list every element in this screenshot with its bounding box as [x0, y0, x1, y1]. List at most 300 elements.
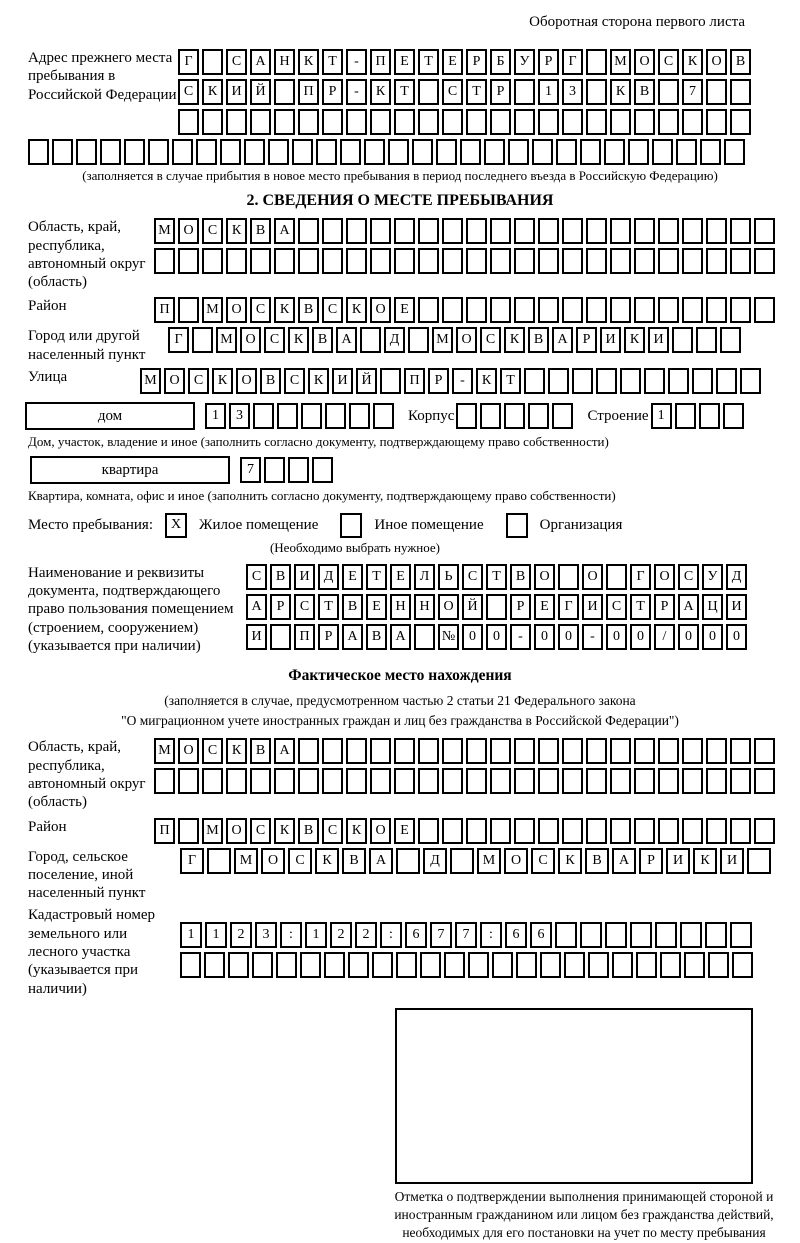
char-cell: Т [322, 49, 343, 75]
char-cell: Н [414, 594, 435, 620]
char-cell [604, 139, 625, 165]
char-cell: К [315, 848, 339, 874]
street-row [140, 368, 761, 394]
char-cell [346, 738, 367, 764]
char-cell [325, 403, 346, 429]
char-cell [322, 109, 343, 135]
char-cell: К [370, 79, 391, 105]
char-cell [562, 297, 583, 323]
char-cell [370, 248, 391, 274]
stroenie-cells [651, 403, 744, 429]
char-cell: М [154, 738, 175, 764]
char-cell [312, 457, 333, 483]
char-cell: 1 [180, 922, 202, 948]
char-cell [466, 248, 487, 274]
char-cell: С [188, 368, 209, 394]
char-cell [490, 297, 511, 323]
char-cell: С [480, 327, 501, 353]
char-cell [340, 139, 361, 165]
char-cell: 1 [205, 403, 226, 429]
char-cell [490, 248, 511, 274]
korpus-cells [456, 403, 573, 429]
char-cell: О [370, 297, 391, 323]
char-cell: С [264, 327, 285, 353]
char-cell: 1 [651, 403, 672, 429]
char-cell [394, 738, 415, 764]
char-cell [346, 768, 367, 794]
char-cell [274, 79, 295, 105]
char-cell: О [534, 564, 555, 590]
char-cell: У [702, 564, 723, 590]
char-cell [682, 248, 703, 274]
char-cell: 6 [505, 922, 527, 948]
char-cell [708, 952, 729, 978]
checkbox-other-premises [340, 513, 362, 538]
char-cell [418, 818, 439, 844]
char-cell [178, 109, 199, 135]
char-cell [636, 952, 657, 978]
char-cell [652, 139, 673, 165]
char-cell: 0 [726, 624, 747, 650]
char-cell [658, 248, 679, 274]
char-cell [264, 457, 285, 483]
char-cell [538, 109, 559, 135]
char-cell [682, 218, 703, 244]
char-cell: Т [418, 49, 439, 75]
house-note: Дом, участок, владение и иное (заполнить согласно документу, подтверждающему право собственности) [28, 434, 609, 450]
char-cell: Е [442, 49, 463, 75]
char-cell: Т [630, 594, 651, 620]
actual-district-field [28, 818, 800, 844]
char-cell: 0 [558, 624, 579, 650]
char-cell [580, 922, 602, 948]
char-cell [228, 952, 249, 978]
char-cell: К [504, 327, 525, 353]
char-cell [562, 738, 583, 764]
region-row-1 [154, 218, 775, 244]
char-cell: Д [423, 848, 447, 874]
stay-type-label: Место пребывания: [28, 516, 153, 533]
char-cell [418, 218, 439, 244]
char-cell [490, 738, 511, 764]
char-cell: С [226, 49, 247, 75]
char-cell [754, 768, 775, 794]
char-cell [696, 327, 717, 353]
char-cell [298, 109, 319, 135]
char-cell [373, 403, 394, 429]
char-cell: Ь [438, 564, 459, 590]
char-cell [524, 368, 545, 394]
char-cell [538, 768, 559, 794]
char-cell [754, 297, 775, 323]
char-cell [394, 218, 415, 244]
char-cell: К [610, 79, 631, 105]
char-cell [580, 139, 601, 165]
char-cell: 1 [205, 922, 227, 948]
char-cell [514, 818, 535, 844]
option-other-premises-label: Иное помещение [374, 516, 484, 533]
char-cell [514, 218, 535, 244]
char-cell [692, 368, 713, 394]
char-cell: К [308, 368, 329, 394]
char-cell: Д [726, 564, 747, 590]
char-cell: : [480, 922, 502, 948]
char-cell: С [322, 297, 343, 323]
char-cell [586, 768, 607, 794]
char-cell: О [226, 297, 247, 323]
confirmation-stamp-box [395, 1008, 753, 1184]
char-cell [396, 952, 417, 978]
char-cell [408, 327, 429, 353]
char-cell: В [366, 624, 387, 650]
char-cell: В [260, 368, 281, 394]
char-cell [562, 109, 583, 135]
char-cell [412, 139, 433, 165]
char-cell: К [226, 738, 247, 764]
char-cell [680, 922, 702, 948]
char-cell: И [600, 327, 621, 353]
char-cell [586, 248, 607, 274]
char-cell [586, 818, 607, 844]
char-cell [442, 818, 463, 844]
char-cell [634, 818, 655, 844]
char-cell [466, 297, 487, 323]
cadastral-row-1 [180, 922, 753, 948]
char-cell: 0 [702, 624, 723, 650]
char-cell: В [342, 594, 363, 620]
char-cell [394, 248, 415, 274]
char-cell [226, 768, 247, 794]
checkbox-residential: X [165, 513, 187, 538]
char-cell: К [693, 848, 717, 874]
char-cell [418, 297, 439, 323]
char-cell: В [270, 564, 291, 590]
char-cell [442, 109, 463, 135]
char-cell: 3 [229, 403, 250, 429]
char-cell [720, 327, 741, 353]
char-cell [516, 952, 537, 978]
char-cell [705, 922, 727, 948]
char-cell: Н [390, 594, 411, 620]
char-cell: И [720, 848, 744, 874]
char-cell [360, 327, 381, 353]
char-cell [202, 109, 223, 135]
char-cell [250, 109, 271, 135]
char-cell [468, 952, 489, 978]
char-cell [730, 738, 751, 764]
char-cell [28, 139, 49, 165]
prev-address-row-3 [178, 109, 751, 135]
char-cell [322, 768, 343, 794]
char-cell [682, 768, 703, 794]
char-cell [730, 218, 751, 244]
char-cell [538, 738, 559, 764]
char-cell: К [346, 297, 367, 323]
char-cell: С [246, 564, 267, 590]
char-cell: В [634, 79, 655, 105]
char-cell: К [624, 327, 645, 353]
char-cell [675, 403, 696, 429]
char-cell [172, 139, 193, 165]
char-cell: Е [534, 594, 555, 620]
char-cell [444, 952, 465, 978]
street-field [28, 368, 800, 394]
char-cell [268, 139, 289, 165]
document-row-2 [246, 594, 747, 620]
prev-address-row-4 [28, 139, 800, 165]
actual-city-row [180, 848, 771, 874]
char-cell [606, 564, 627, 590]
char-cell [322, 738, 343, 764]
char-cell [178, 248, 199, 274]
char-cell: 1 [305, 922, 327, 948]
char-cell [658, 218, 679, 244]
char-cell [514, 297, 535, 323]
char-cell [514, 109, 535, 135]
char-cell: О [240, 327, 261, 353]
char-cell [628, 139, 649, 165]
actual-region-label: Область, край, республика, автономный округ (область) [28, 739, 146, 811]
char-cell [588, 952, 609, 978]
district-field [28, 297, 800, 323]
char-cell: К [682, 49, 703, 75]
char-cell [370, 738, 391, 764]
char-cell [292, 139, 313, 165]
char-cell [484, 139, 505, 165]
char-cell [274, 109, 295, 135]
char-cell: В [342, 848, 366, 874]
char-cell: К [274, 818, 295, 844]
char-cell: 0 [486, 624, 507, 650]
char-cell [76, 139, 97, 165]
char-cell [178, 297, 199, 323]
char-cell: М [610, 49, 631, 75]
char-cell [490, 818, 511, 844]
char-cell [658, 738, 679, 764]
char-cell [724, 139, 745, 165]
char-cell [706, 768, 727, 794]
region-label: Область, край, республика, автономный округ (область) [28, 219, 146, 291]
char-cell [528, 403, 549, 429]
char-cell: М [432, 327, 453, 353]
char-cell [555, 922, 577, 948]
char-cell: Т [466, 79, 487, 105]
region-field [28, 218, 800, 291]
char-cell [620, 368, 641, 394]
char-cell [514, 738, 535, 764]
actual-district-row [154, 818, 775, 844]
char-cell [220, 139, 241, 165]
char-cell [380, 368, 401, 394]
char-cell [298, 218, 319, 244]
char-cell: Г [562, 49, 583, 75]
char-cell [396, 848, 420, 874]
char-cell: И [582, 594, 603, 620]
char-cell: К [346, 818, 367, 844]
char-cell: С [678, 564, 699, 590]
char-cell: В [312, 327, 333, 353]
char-cell [178, 818, 199, 844]
char-cell [730, 79, 751, 105]
char-cell: И [226, 79, 247, 105]
char-cell [612, 952, 633, 978]
char-cell: Е [390, 564, 411, 590]
char-cell: Р [318, 624, 339, 650]
char-cell: О [261, 848, 285, 874]
actual-region-field [28, 738, 800, 811]
prev-address-row-1 [178, 49, 751, 75]
char-cell: Р [538, 49, 559, 75]
prev-address-field [28, 49, 800, 135]
char-cell: К [202, 79, 223, 105]
actual-region-row-1 [154, 738, 775, 764]
char-cell [316, 139, 337, 165]
char-cell [732, 952, 753, 978]
char-cell [740, 368, 761, 394]
char-cell [706, 109, 727, 135]
house-row [25, 402, 800, 430]
char-cell [420, 952, 441, 978]
char-cell [660, 952, 681, 978]
char-cell [586, 49, 607, 75]
char-cell: К [226, 218, 247, 244]
char-cell: Е [394, 818, 415, 844]
char-cell: Н [274, 49, 295, 75]
char-cell: Р [270, 594, 291, 620]
char-cell [634, 248, 655, 274]
char-cell [466, 818, 487, 844]
korpus-label: Корпус [408, 407, 455, 424]
char-cell [610, 738, 631, 764]
char-cell: Г [558, 594, 579, 620]
char-cell: А [390, 624, 411, 650]
char-cell [490, 109, 511, 135]
char-cell [154, 768, 175, 794]
char-cell [655, 922, 677, 948]
char-cell: С [250, 818, 271, 844]
char-cell [204, 952, 225, 978]
option-organization-label: Организация [539, 516, 623, 533]
char-cell [668, 368, 689, 394]
char-cell [124, 139, 145, 165]
char-cell [207, 848, 231, 874]
char-cell [682, 818, 703, 844]
char-cell: Т [394, 79, 415, 105]
char-cell [586, 738, 607, 764]
char-cell: А [678, 594, 699, 620]
char-cell [370, 109, 391, 135]
char-cell: О [178, 738, 199, 764]
char-cell [562, 248, 583, 274]
char-cell [658, 297, 679, 323]
char-cell: П [294, 624, 315, 650]
char-cell: Е [342, 564, 363, 590]
char-cell: 3 [255, 922, 277, 948]
char-cell: И [726, 594, 747, 620]
house-box-label: дом [25, 402, 195, 430]
char-cell: М [477, 848, 501, 874]
actual-region-row-2 [154, 768, 775, 794]
char-cell [558, 564, 579, 590]
char-cell [202, 49, 223, 75]
char-cell [370, 768, 391, 794]
char-cell [442, 738, 463, 764]
char-cell [466, 738, 487, 764]
char-cell [372, 952, 393, 978]
char-cell: 7 [430, 922, 452, 948]
char-cell: С [288, 848, 312, 874]
char-cell: С [462, 564, 483, 590]
apartment-cells [240, 457, 333, 483]
char-cell: 1 [538, 79, 559, 105]
char-cell: 2 [355, 922, 377, 948]
char-cell [270, 624, 291, 650]
stay-type-row [28, 513, 800, 538]
char-cell [301, 403, 322, 429]
char-cell [658, 109, 679, 135]
char-cell [418, 248, 439, 274]
char-cell: Р [510, 594, 531, 620]
char-cell: О [226, 818, 247, 844]
char-cell [252, 952, 273, 978]
char-cell [682, 738, 703, 764]
char-cell [364, 139, 385, 165]
char-cell: М [234, 848, 258, 874]
prev-address-note: (заполняется в случае прибытия в новое место пребывания в период последнего въезда в Российскую Федерацию) [82, 168, 718, 183]
city-field [28, 327, 800, 364]
char-cell [490, 768, 511, 794]
char-cell: О [236, 368, 257, 394]
char-cell [346, 248, 367, 274]
char-cell [562, 768, 583, 794]
char-cell: А [552, 327, 573, 353]
char-cell [706, 297, 727, 323]
char-cell [605, 922, 627, 948]
char-cell [538, 818, 559, 844]
char-cell [572, 368, 593, 394]
char-cell [442, 768, 463, 794]
char-cell [699, 403, 720, 429]
char-cell [418, 79, 439, 105]
house-number-cells [205, 403, 394, 429]
char-cell [180, 952, 201, 978]
char-cell [394, 109, 415, 135]
char-cell [388, 139, 409, 165]
char-cell: А [369, 848, 393, 874]
char-cell [730, 109, 751, 135]
char-cell: Й [462, 594, 483, 620]
char-cell [610, 818, 631, 844]
char-cell [349, 403, 370, 429]
char-cell [754, 738, 775, 764]
char-cell [274, 248, 295, 274]
char-cell: С [294, 594, 315, 620]
char-cell: Р [654, 594, 675, 620]
char-cell [253, 403, 274, 429]
street-label: Улица [28, 369, 68, 386]
char-cell [466, 768, 487, 794]
char-cell [706, 248, 727, 274]
char-cell [634, 738, 655, 764]
char-cell: Й [356, 368, 377, 394]
char-cell: О [370, 818, 391, 844]
char-cell [456, 403, 477, 429]
char-cell [466, 109, 487, 135]
char-cell: И [648, 327, 669, 353]
char-cell: Б [490, 49, 511, 75]
char-cell: К [288, 327, 309, 353]
char-cell: О [178, 218, 199, 244]
